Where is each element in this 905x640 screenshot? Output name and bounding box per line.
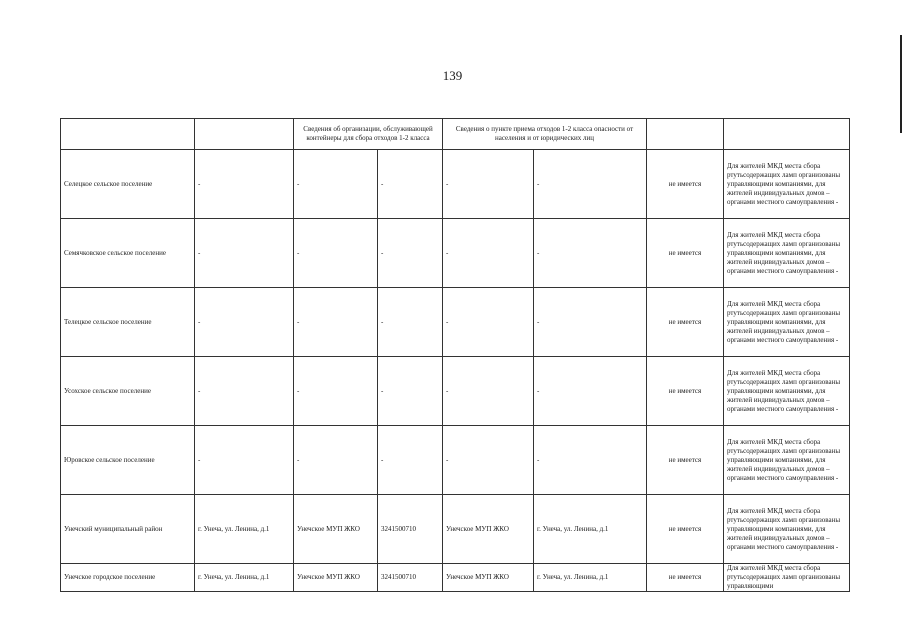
- org-name-cell: Унечское МУП ЖКО: [294, 564, 378, 592]
- status-cell: не имеется: [647, 288, 724, 357]
- org-inn-cell: 3241500710: [378, 564, 443, 592]
- org-address-cell: г. Унеча, ул. Ленина, д.1: [195, 564, 294, 592]
- point-org-cell: -: [443, 426, 534, 495]
- settlement-name-cell: Юровское сельское поселение: [61, 426, 195, 495]
- point-address-cell: -: [534, 219, 647, 288]
- point-address-cell: -: [534, 426, 647, 495]
- org-inn-cell: -: [378, 288, 443, 357]
- org-name-cell: -: [294, 426, 378, 495]
- header-point-group: Сведения о пункте приема отходов 1-2 класса опасности от населения и от юридических лиц: [443, 119, 647, 150]
- table-row: [61, 219, 850, 288]
- status-cell: не имеется: [647, 495, 724, 564]
- note-cell: Для жителей МКД места сбора ртутьсодержащих ламп организованы управляющими компаниями, для жителей индивидуальных домов – органами местного самоуправления -: [724, 357, 850, 426]
- org-name-cell: -: [294, 219, 378, 288]
- org-name-cell: -: [294, 357, 378, 426]
- org-address-cell: -: [195, 426, 294, 495]
- settlement-name-cell: Телецкое сельское поселение: [61, 288, 195, 357]
- page-number: 139: [442, 68, 463, 83]
- header-cell-empty: [724, 119, 850, 150]
- org-address-cell: -: [195, 219, 294, 288]
- page-edge-mark: [900, 35, 902, 133]
- waste-collection-table: [60, 118, 850, 592]
- point-org-cell: -: [443, 219, 534, 288]
- org-name-cell: -: [294, 288, 378, 357]
- note-cell: Для жителей МКД места сбора ртутьсодержащих ламп организованы управляющими компаниями, для жителей индивидуальных домов – органами местного самоуправления -: [724, 150, 850, 219]
- settlement-name-cell: Селецкое сельское поселение: [61, 150, 195, 219]
- status-cell: не имеется: [647, 426, 724, 495]
- note-cell: Для жителей МКД места сбора ртутьсодержащих ламп организованы управляющими компаниями, для жителей индивидуальных домов – органами местного самоуправления -: [724, 426, 850, 495]
- note-cell: Для жителей МКД места сбора ртутьсодержащих ламп организованы управляющими компаниями, для жителей индивидуальных домов – органами местного самоуправления -: [724, 495, 850, 564]
- header-cell-empty: [61, 119, 195, 150]
- status-cell: не имеется: [647, 357, 724, 426]
- org-address-cell: -: [195, 357, 294, 426]
- point-address-cell: -: [534, 150, 647, 219]
- header-cell-empty: [195, 119, 294, 150]
- table-row: [61, 495, 850, 564]
- note-cell: Для жителей МКД места сбора ртутьсодержащих ламп организованы управляющими: [724, 564, 850, 592]
- note-cell: Для жителей МКД места сбора ртутьсодержащих ламп организованы управляющими компаниями, для жителей индивидуальных домов – органами местного самоуправления -: [724, 219, 850, 288]
- org-name-cell: -: [294, 150, 378, 219]
- org-inn-cell: -: [378, 357, 443, 426]
- status-cell: не имеется: [647, 150, 724, 219]
- point-address-cell: г. Унеча, ул. Ленина, д.1: [534, 564, 647, 592]
- org-inn-cell: -: [378, 150, 443, 219]
- point-org-cell: Унечское МУП ЖКО: [443, 564, 534, 592]
- org-inn-cell: 3241500710: [378, 495, 443, 564]
- org-address-cell: -: [195, 150, 294, 219]
- table-row: [61, 357, 850, 426]
- settlement-name-cell: Усохское сельское поселение: [61, 357, 195, 426]
- org-name-cell: Унечское МУП ЖКО: [294, 495, 378, 564]
- settlement-name-cell: Унечский муниципальный район: [61, 495, 195, 564]
- header-org-group: Сведения об организации, обслуживающей контейнеры для сбора отходов 1-2 класса: [294, 119, 443, 150]
- table-header-row: [61, 119, 850, 150]
- point-org-cell: -: [443, 357, 534, 426]
- org-inn-cell: -: [378, 426, 443, 495]
- org-inn-cell: -: [378, 219, 443, 288]
- point-org-cell: -: [443, 150, 534, 219]
- point-org-cell: Унечское МУП ЖКО: [443, 495, 534, 564]
- settlement-name-cell: Унечское городское поселение: [61, 564, 195, 592]
- settlement-name-cell: Семячковское сельское поселение: [61, 219, 195, 288]
- status-cell: не имеется: [647, 219, 724, 288]
- point-address-cell: г. Унеча, ул. Ленина, д.1: [534, 495, 647, 564]
- status-cell: не имеется: [647, 564, 724, 592]
- point-address-cell: -: [534, 288, 647, 357]
- table-row: [61, 426, 850, 495]
- point-org-cell: -: [443, 288, 534, 357]
- point-address-cell: -: [534, 357, 647, 426]
- org-address-cell: г. Унеча, ул. Ленина, д.1: [195, 495, 294, 564]
- note-cell: Для жителей МКД места сбора ртутьсодержащих ламп организованы управляющими компаниями, для жителей индивидуальных домов – органами местного самоуправления -: [724, 288, 850, 357]
- table-row: [61, 288, 850, 357]
- header-cell-empty: [647, 119, 724, 150]
- table-row: [61, 150, 850, 219]
- org-address-cell: -: [195, 288, 294, 357]
- table-row: [61, 564, 850, 592]
